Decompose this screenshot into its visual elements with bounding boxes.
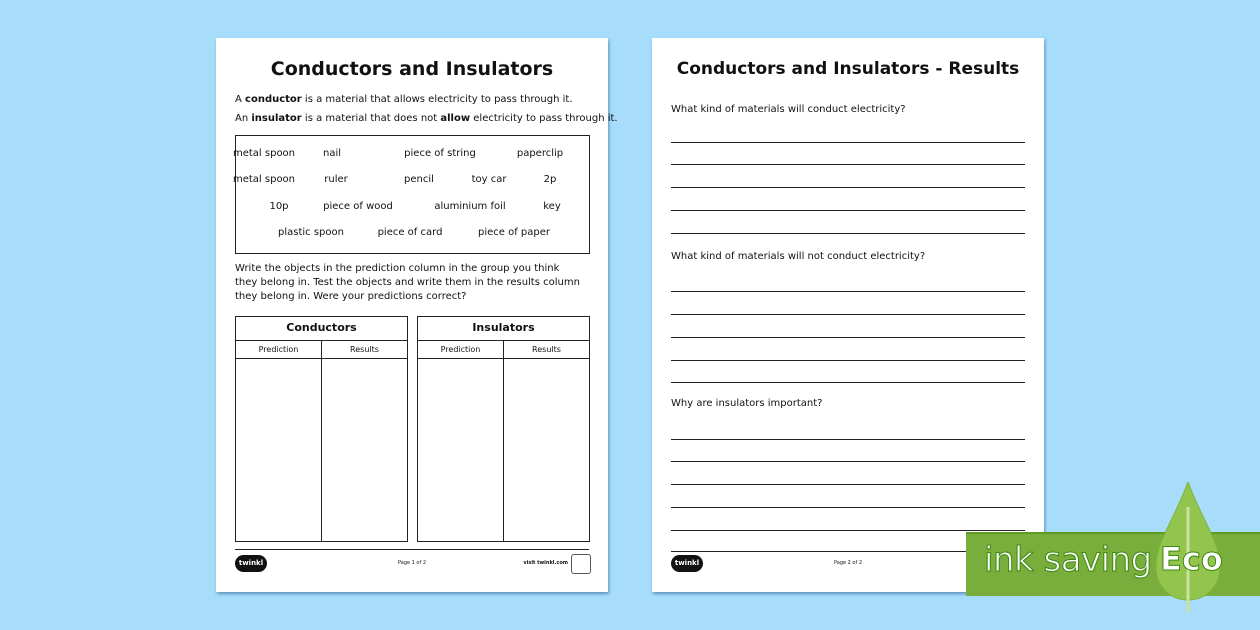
word-bank-item: key [543,201,561,212]
answer-line[interactable] [671,164,1025,165]
answer-line[interactable] [671,314,1025,315]
answer-line[interactable] [671,484,1025,485]
page-number: Page 2 of 2 [833,560,863,566]
table-title: Insulators [418,317,589,341]
word-bank-item: piece of card [377,227,443,238]
answer-line[interactable] [671,382,1025,383]
word-bank-item: 10p [269,201,289,212]
answer-line[interactable] [671,291,1025,292]
answer-line[interactable] [671,530,1025,531]
ink-saving-label: ink saving [984,540,1152,580]
word-bank-item: metal spoon [232,148,296,159]
answer-line[interactable] [671,187,1025,188]
word-bank-item: metal spoon [232,174,296,185]
word-bank-item: 2p [543,174,557,185]
column-header: Results [532,345,561,354]
answer-line[interactable] [671,439,1025,440]
footer-divider [235,549,589,550]
column-header: Prediction [418,341,504,358]
answer-line[interactable] [671,142,1025,143]
word-bank-item: paperclip [516,148,564,159]
table-title: Conductors [236,317,407,341]
worksheet-page-1 [216,38,618,592]
checked-badge-icon [571,554,591,574]
word-bank-item: plastic spoon [278,227,344,238]
question: What kind of materials will conduct electricity? [671,104,906,115]
answer-line[interactable] [671,360,1025,361]
answer-line[interactable] [671,507,1025,508]
column-header: Results [350,345,379,354]
conductors-table [235,316,408,542]
page-title: Conductors and Insulators - Results [676,59,1020,79]
question: Why are insulators important? [671,398,823,409]
insulators-table [417,316,590,542]
conductor-definition: A conductor is a material that allows electricity to pass through it. [235,94,573,105]
instruction-line: Write the objects in the prediction column in the group you think [235,263,560,274]
answer-line[interactable] [671,210,1025,211]
word-bank-item: piece of wood [323,201,393,212]
answer-line[interactable] [671,337,1025,338]
answer-line[interactable] [671,233,1025,234]
worksheet-page-2 [652,38,1044,592]
word-bank-item: ruler [324,174,348,185]
instruction-line: they belong in. Test the objects and write them in the results column [235,277,580,288]
eco-label: Eco [1160,540,1223,578]
question: What kind of materials will not conduct electricity? [671,251,926,262]
site-link: visit twinkl.com [523,560,568,566]
insulator-definition: An insulator is a material that does not allow electricity to pass through it. [235,113,618,124]
word-bank-item: nail [322,148,342,159]
instruction-line: they belong in. Were your predictions correct? [235,291,467,302]
page-title: Conductors and Insulators [270,58,554,80]
twinkl-logo: twinkl [671,555,703,572]
word-bank-item: toy car [471,174,507,185]
answer-line[interactable] [671,461,1025,462]
word-bank-item: piece of paper [477,227,551,238]
page-number: Page 1 of 2 [397,560,427,566]
word-bank-item: piece of string [404,148,476,159]
word-bank-item: aluminium foil [434,201,506,212]
twinkl-logo: twinkl [235,555,267,572]
word-bank-item: pencil [404,174,434,185]
column-header: Prediction [236,341,322,358]
